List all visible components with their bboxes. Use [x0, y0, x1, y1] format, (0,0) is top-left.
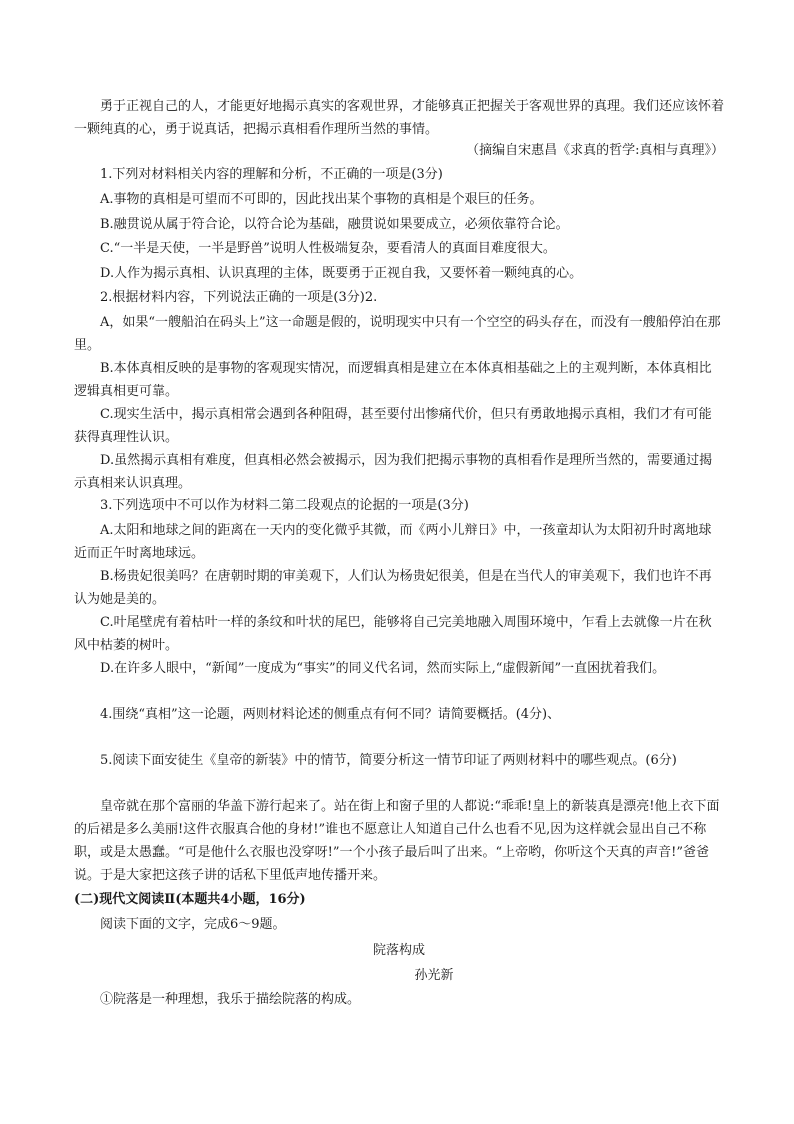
- q2-stem: 2.根据材料内容，下列说法正确的一项是(3分)2.: [100, 290, 378, 305]
- q2-option-d: D.虽然揭示真相有难度，但真相必然会被揭示，因为我们把揭示事物的真相看作是理所当然的，需要通过揭示真相来认识真理。: [74, 453, 713, 491]
- article-title: 院落构成: [372, 943, 425, 958]
- article-paragraph-1: ①院落是一种理想，我乐于描绘院落的构成。: [100, 992, 361, 1007]
- section2-heading: (二)现代文阅读Ⅱ(本题共4小题，16分): [74, 892, 306, 907]
- q1-option-a: A.事物的真相是可望而不可即的，因此找出某个事物的真相是个艰巨的任务。: [100, 192, 543, 207]
- q1-stem: 1.下列对材料相关内容的理解和分析，不正确的一项是(3分): [100, 167, 443, 182]
- q1-option-b: B.融贯说从属于符合论，以符合论为基础，融贯说如果要成立，必须依靠符合论。: [100, 217, 569, 232]
- q5-stem: 5.阅读下面安徒生《皇帝的新装》中的情节，简要分析这一情节印证了两则材料中的哪些观点。(6分): [100, 753, 677, 768]
- q3-option-d: D.在许多人眼中，“新闻”一度成为“事实”的同义代名词，然而实际上,“虚假新闻”一直困扰着我们。: [100, 661, 666, 676]
- q3-option-b: B.杨贵妃很美吗？在唐朝时期的审美观下，人们认为杨贵妃很美，但是在当代人的审美观下，我们也许不再认为她是美的。: [74, 569, 712, 607]
- q3-option-a: A.太阳和地球之间的距离在一天内的变化微乎其微，而《两小儿辩日》中，一孩童却认为太阳初升时离地球近而正午时离地球远。: [74, 523, 712, 561]
- intro-paragraph: 勇于正视自己的人，才能更好地揭示真实的客观世界，才能够真正把握关于客观世界的真理。我们还应该怀着一颗纯真的心，勇于说真话，把揭示真相看作理所当然的事情。: [74, 99, 725, 137]
- q5-passage: 皇帝就在那个富丽的华盖下游行起来了。站在街上和窗子里的人都说:“乖乖!皇上的新装真是漂亮!他上衣下面的后裙是多么美丽!这件衣服真合他的身材!”谁也不愿意让人知道自己什么也看不见,因为这样就会显出自己不称职，或是太愚蠢。“可是他什么衣服也没穿呀!”一个小孩子最后叫了出来。“上帝哟，你听这个天真的声音!”爸爸说。于是大家把这孩子讲的话私下里低声地传播开来。: [74, 799, 720, 883]
- q3-option-c: C.叶尾壁虎有着枯叶一样的条纹和叶状的尾巴，能够将自己完美地融入周围环境中，乍看上去就像一片在秋风中枯萎的树叶。: [74, 615, 712, 653]
- q1-option-d: D.人作为揭示真相、认识真理的主体，既要勇于正视自我，又要怀着一颗纯真的心。: [100, 266, 583, 281]
- q1-option-c: C.“一半是天使，一半是野兽”说明人性极端复杂，要看清人的真面目难度很大。: [100, 241, 556, 256]
- article-author: 孙光新: [414, 968, 454, 983]
- q2-option-a: A，如果“一艘船泊在码头上”这一命题是假的，说明现实中只有一个空空的码头存在，而没有一艘船停泊在那里。: [74, 315, 721, 353]
- q4-stem: 4.围绕“真相”这一论题，两则材料论述的侧重点有何不同？请简要概括。(4分)、: [100, 707, 561, 722]
- section2-instruction: 阅读下面的文字，完成6～9题。: [100, 917, 286, 932]
- q3-stem: 3.下列选项中不可以作为材料二第二段观点的论据的一项是(3分): [100, 498, 469, 513]
- q2-option-b: B.本体真相反映的是事物的客观现实情况，而逻辑真相是建立在本体真相基础之上的主观判断，本体真相比逻辑真相更可靠。: [74, 361, 712, 399]
- q2-option-c: C.现实生活中，揭示真相常会遇到各种阻碍，甚至要付出惨痛代价，但只有勇敢地揭示真相，我们才有可能获得真理性认识。: [74, 407, 712, 445]
- source-citation: （摘编自宋惠昌《求真的哲学:真相与真理》）: [466, 143, 724, 158]
